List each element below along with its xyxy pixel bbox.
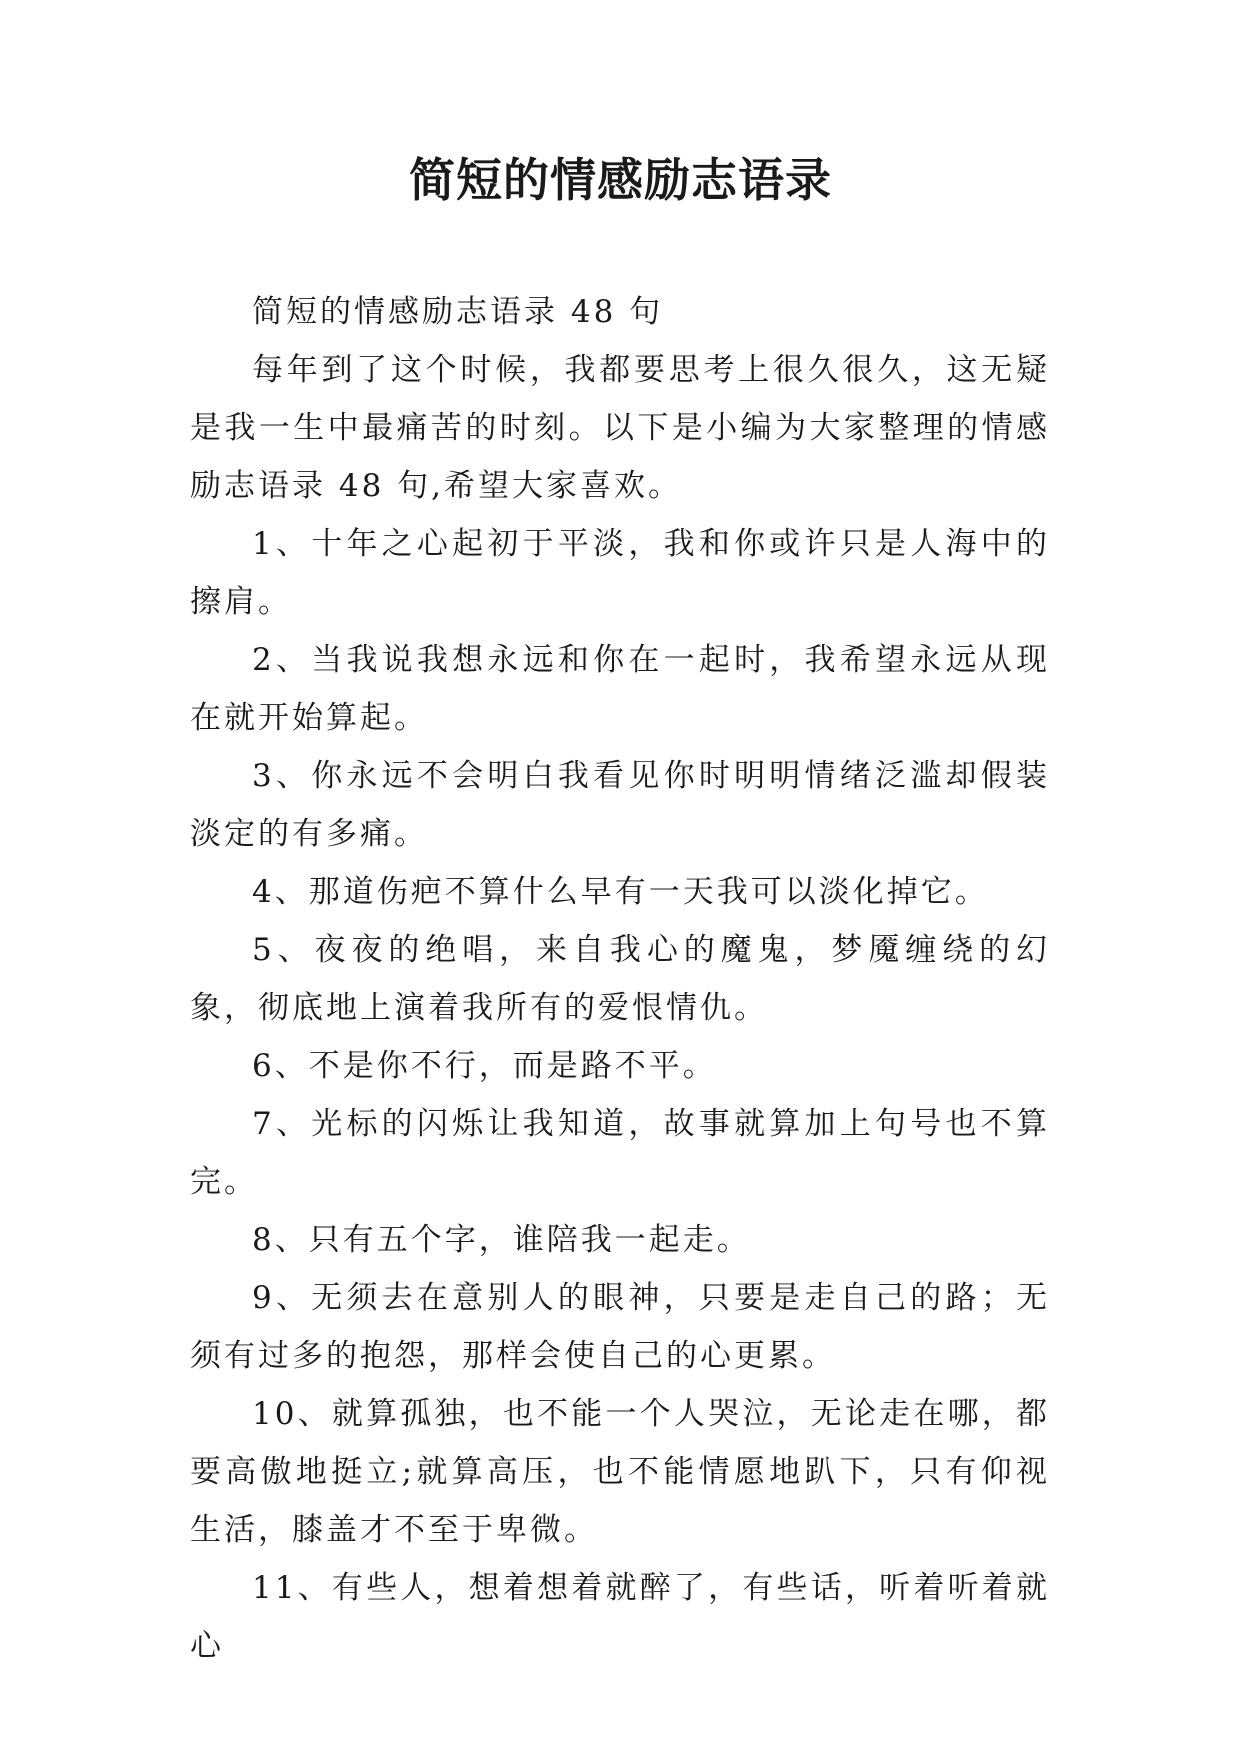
intro-paragraph: 每年到了这个时候，我都要思考上很久很久，这无疑是我一生中最痛苦的时刻。以下是小编为大家整理的情感励志语录 48 句,希望大家喜欢。 bbox=[190, 352, 1050, 504]
document-body bbox=[190, 283, 1050, 1675]
quote-paragraph: 1、十年之心起初于平淡，我和你或许只是人海中的擦肩。 bbox=[190, 526, 1050, 620]
quote-paragraph: 3、你永远不会明白我看见你时明明情绪泛滥却假装淡定的有多痛。 bbox=[190, 758, 1050, 852]
quote-paragraph: 7、光标的闪烁让我知道，故事就算加上句号也不算完。 bbox=[190, 1106, 1050, 1200]
quote-paragraph: 5、夜夜的绝唱，来自我心的魔鬼，梦魇缠绕的幻象，彻底地上演着我所有的爱恨情仇。 bbox=[190, 932, 1050, 1026]
document-title: 简短的情感励志语录 bbox=[409, 153, 832, 207]
quote-paragraph: 4、那道伤疤不算什么早有一天我可以淡化掉它。 bbox=[252, 874, 989, 910]
quote-paragraph: 2、当我说我想永远和你在一起时，我希望永远从现在就开始算起。 bbox=[190, 642, 1050, 736]
subtitle-paragraph: 简短的情感励志语录 48 句 bbox=[252, 294, 664, 330]
quote-paragraph: 10、就算孤独，也不能一个人哭泣，无论走在哪，都要高傲地挺立;就算高压，也不能情愿地趴下，只有仰视生活，膝盖才不至于卑微。 bbox=[190, 1396, 1050, 1548]
quote-paragraph: 6、不是你不行，而是路不平。 bbox=[252, 1048, 717, 1084]
quote-paragraph: 11、有些人，想着想着就醉了，有些话，听着听着就心 bbox=[190, 1570, 1050, 1664]
quote-paragraph: 9、无须去在意别人的眼神，只要是走自己的路；无须有过多的抱怨，那样会使自己的心更累。 bbox=[190, 1280, 1050, 1374]
quote-paragraph: 8、只有五个字，谁陪我一起走。 bbox=[252, 1222, 751, 1258]
